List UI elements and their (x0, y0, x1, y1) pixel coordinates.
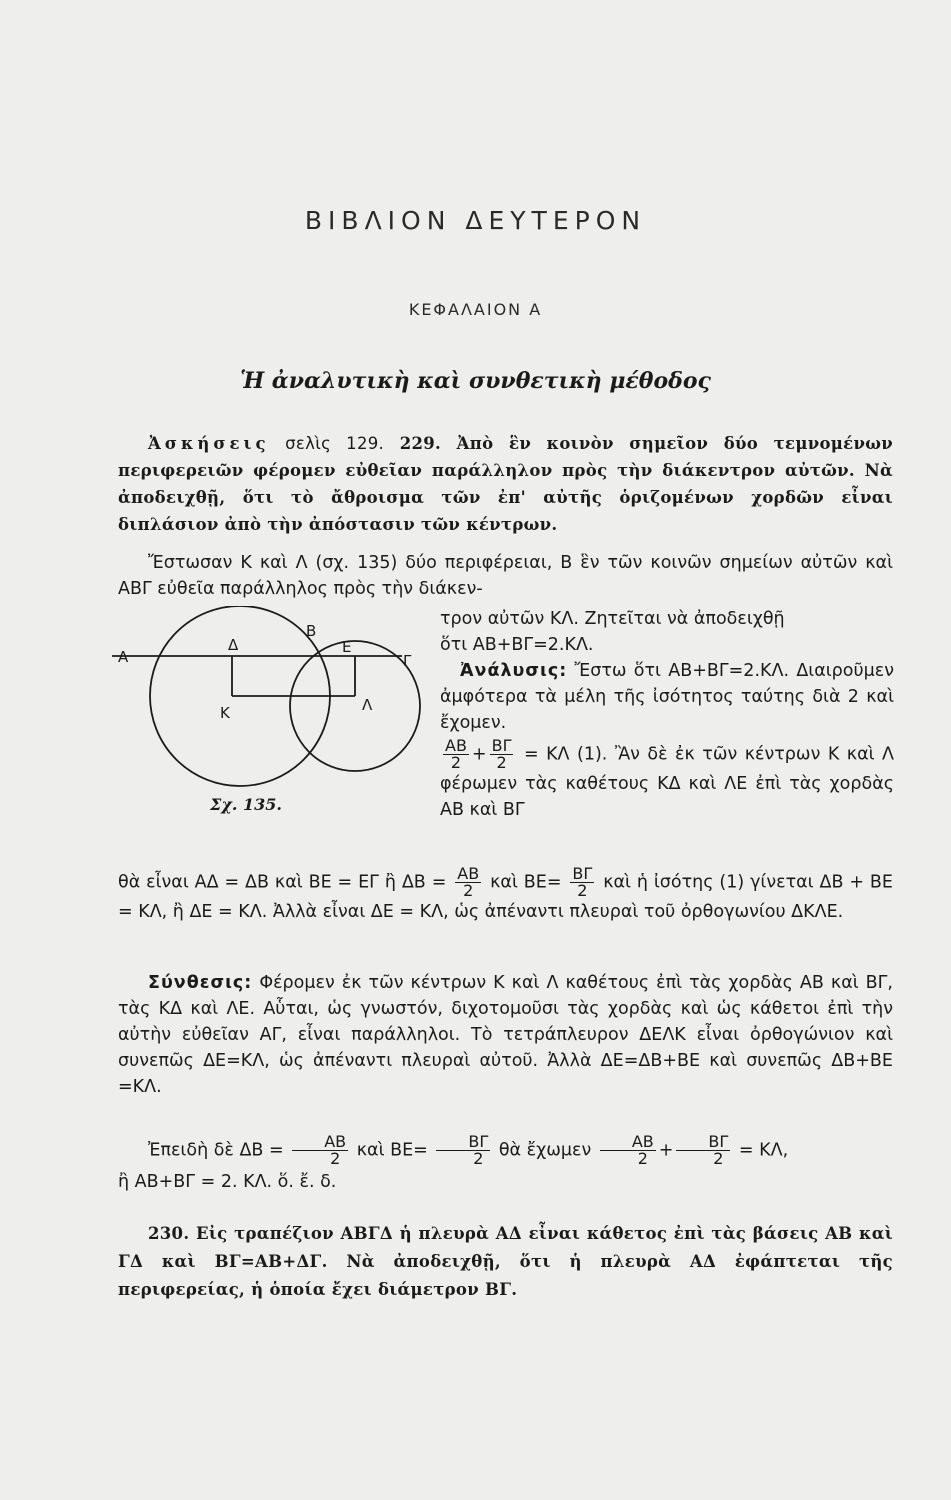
after-figure-paragraph (118, 866, 893, 926)
label-k: Κ (220, 704, 230, 722)
frac-num: ΑΒ (445, 736, 467, 755)
frac-num: ΑΒ (292, 1134, 348, 1151)
frac-den: 2 (330, 1149, 341, 1168)
frac-num: ΒΓ (572, 864, 593, 883)
frac-ab-2 (292, 1134, 348, 1167)
frac-num: ΒΓ (491, 736, 512, 755)
frac-bg-2 (676, 1134, 730, 1167)
since-line: Ἐπειδὴ δὲ ΔΒ = $\frac{AB}{2}$ καὶ ΒΕ= $\frac{B\Gamma}{2}$ θὰ ἔχωμεν $\frac{AB}{2}$ + $\frac{B\Gamma}{2}$ = ΚΛ, (148, 1132, 789, 1168)
eq1-after: Ἂν δὲ ἐκ τῶν κέντρων Κ καὶ Λ φέρωμεν τὰς καθέτους ΚΔ καὶ ΛΕ ἐπὶ τὰς χορδὰς ΑΒ καὶ ΒΓ (440, 744, 894, 820)
label-g: Γ (403, 652, 412, 670)
figure-caption: Σχ. 135. (210, 795, 282, 814)
frac-den: 2 (637, 1149, 648, 1168)
chapter-heading: ΚΕΦΑΛΑΙΟΝ Α (408, 300, 543, 319)
exercise-230-statement: 230. Εἰς τραπέζιον ΑΒΓΔ ἡ πλευρὰ ΑΔ εἶναι κάθετος ἐπὶ τὰς βάσεις ΑΒ καὶ ΓΔ καὶ ΒΓ=ΑΒ+ΔΓ. Νὰ ἀποδειχθῇ, ὅτι ἡ πλευρὰ ΑΔ ἐφάπτεται τῆς περιφερείας, ἡ ὁποία ἔχει διάμετρον ΒΓ. (118, 1224, 893, 1299)
section-title: Ἡ ἀναλυτικὴ καὶ συνθετικὴ μέθοδος (240, 368, 711, 394)
label-d: Δ (228, 636, 239, 654)
frac-num: ΑΒ (457, 864, 480, 883)
since-part-1: Ἐπειδὴ δὲ ΔΒ = (148, 1140, 284, 1161)
frac-bg-2 (436, 1134, 490, 1167)
frac-num: ΒΓ (436, 1134, 490, 1151)
right-column (440, 606, 894, 823)
frac-bg-2 (570, 866, 594, 899)
exercise-229-text: 229. Ἀπὸ ἓν κοινὸν σημεῖον δύο τεμνομένων περιφερειῶν φέρομεν εὐθεῖαν παράλληλον πρὸς τὴν διάκεντρον αὐτῶν. Νὰ ἀποδειχθῇ, ὅτι τὸ ἄθροισμα τῶν ἐπ' αὐτῆς ὁριζομένων χορδῶν εἶναι διπλάσιον ἀπὸ τὴν ἀπόστασιν τῶν κέντρων. (118, 434, 894, 534)
since-part-3: θὰ ἔχωμεν (498, 1140, 592, 1161)
label-e: Ε (342, 638, 352, 656)
since-part-2: καὶ ΒΕ= (356, 1140, 428, 1161)
frac-den: 2 (577, 881, 588, 900)
frac-den: 2 (463, 881, 474, 900)
frac-den: 2 (473, 1149, 484, 1168)
synthesis-paragraph (118, 970, 893, 1100)
book-title: ΒΙΒΛΙΟΝ ΔΕΥΤΕΡΟΝ (304, 206, 647, 235)
exercises-ref: σελὶς 129. (285, 434, 385, 453)
frac-bg-2 (490, 738, 514, 771)
analysis-2: Διαιροῦμεν ἀμφότερα τὰ μέλη τῆς ἰσότητος ταύτης διὰ 2 καὶ ἔχομεν. (440, 661, 894, 733)
equation-1: $\frac{AB}{2}$ + $\frac{B\Gamma}{2}$ = ΚΛ (1). Ἂν δὲ ἐκ τῶν κέντρων Κ καὶ Λ φέρωμεν τὰς καθέτους ΚΔ καὶ ΛΕ ἐπὶ τὰς χορδὰς ΑΒ καὶ ΒΓ (440, 736, 894, 820)
after-fig-part-2: καὶ ΒΕ= (490, 872, 562, 893)
frac-ab-2 (600, 1134, 656, 1167)
synthesis-label: Σύνθεσις: (148, 973, 253, 993)
frac-ab-2 (455, 866, 481, 899)
analysis-label: Ἀνάλυσις: (460, 661, 568, 681)
frac-den: 2 (450, 753, 462, 772)
label-a: Α (118, 648, 129, 666)
frac-num: ΒΓ (676, 1134, 730, 1151)
analysis-1: Ἔστω ὅτι ΑΒ+ΒΓ=2.ΚΛ. (574, 661, 790, 681)
eq1-tail: = ΚΛ (1). (523, 744, 608, 765)
frac-ab-2 (443, 738, 469, 771)
analysis-paragraph (440, 658, 894, 736)
after-fig-part-1: θὰ εἶναι ΑΔ = ΔΒ καὶ ΒΕ = ΕΓ ἢ ΔΒ = (118, 872, 447, 893)
rc-line-2: ὅτι ΑΒ+ΒΓ=2.ΚΛ. (440, 635, 594, 655)
exercise-229-statement (118, 430, 893, 538)
frac-num: ΑΒ (600, 1134, 656, 1151)
frac-den: 2 (496, 753, 507, 772)
after-fig-part-3: καὶ ἡ ἰσότης (1) γίνεται ΔΒ + ΒΕ = ΚΛ, ἢ ΔΕ = ΚΛ. Ἀλλὰ εἶναι ΔΕ = ΚΛ, ὡς ἀπέναντι πλευραὶ τοῦ ὀρθογωνίου ΔΚΛΕ. (118, 872, 893, 922)
setup-paragraph: Ἔστωσαν Κ καὶ Λ (σχ. 135) δύο περιφέρειαι, Β ἓν τῶν κοινῶν σημείων αὐτῶν καὶ ΑΒΓ εὐθεῖα παράλληλος πρὸς τὴν διάκεν- (118, 553, 893, 599)
frac-den: 2 (713, 1149, 724, 1168)
exercises-label: Ἀσκήσεις (148, 434, 270, 453)
final-line: ἢ ΑΒ+ΒΓ = 2. ΚΛ. ὅ. ἔ. δ. (118, 1172, 337, 1192)
synthesis-text: Φέρομεν ἐκ τῶν κέντρων Κ καὶ Λ καθέτους ἐπὶ τὰς χορδὰς ΑΒ καὶ ΒΓ, τὰς ΚΔ καὶ ΛΕ. Αὗται, ὡς γνωστόν, διχοτομοῦσι τὰς χορδὰς καὶ ὡς κάθετοι ἐπὶ τὴν αὐτὴν εὐθεῖαν ΑΓ, εἶναι παράλληλοι. Τὸ τετράπλευρον ΔΕΛΚ εἶναι ὀρθογώνιον καὶ συνεπῶς ΔΕ=ΚΛ, ὡς ἀπέναντι πλευραὶ αὐτοῦ. Ἀλλὰ ΔΕ=ΔΒ+ΒΕ καὶ συνεπῶς ΔΒ+ΒΕ =ΚΛ. (118, 973, 893, 1097)
since-paragraph (118, 1134, 893, 1197)
rc-line-1: τρον αὐτῶν ΚΛ. Ζητεῖται νὰ ἀποδειχθῇ (440, 609, 785, 629)
since-part-4: = ΚΛ, (738, 1140, 789, 1161)
label-b: Β (306, 622, 317, 640)
label-l: Λ (362, 696, 373, 714)
